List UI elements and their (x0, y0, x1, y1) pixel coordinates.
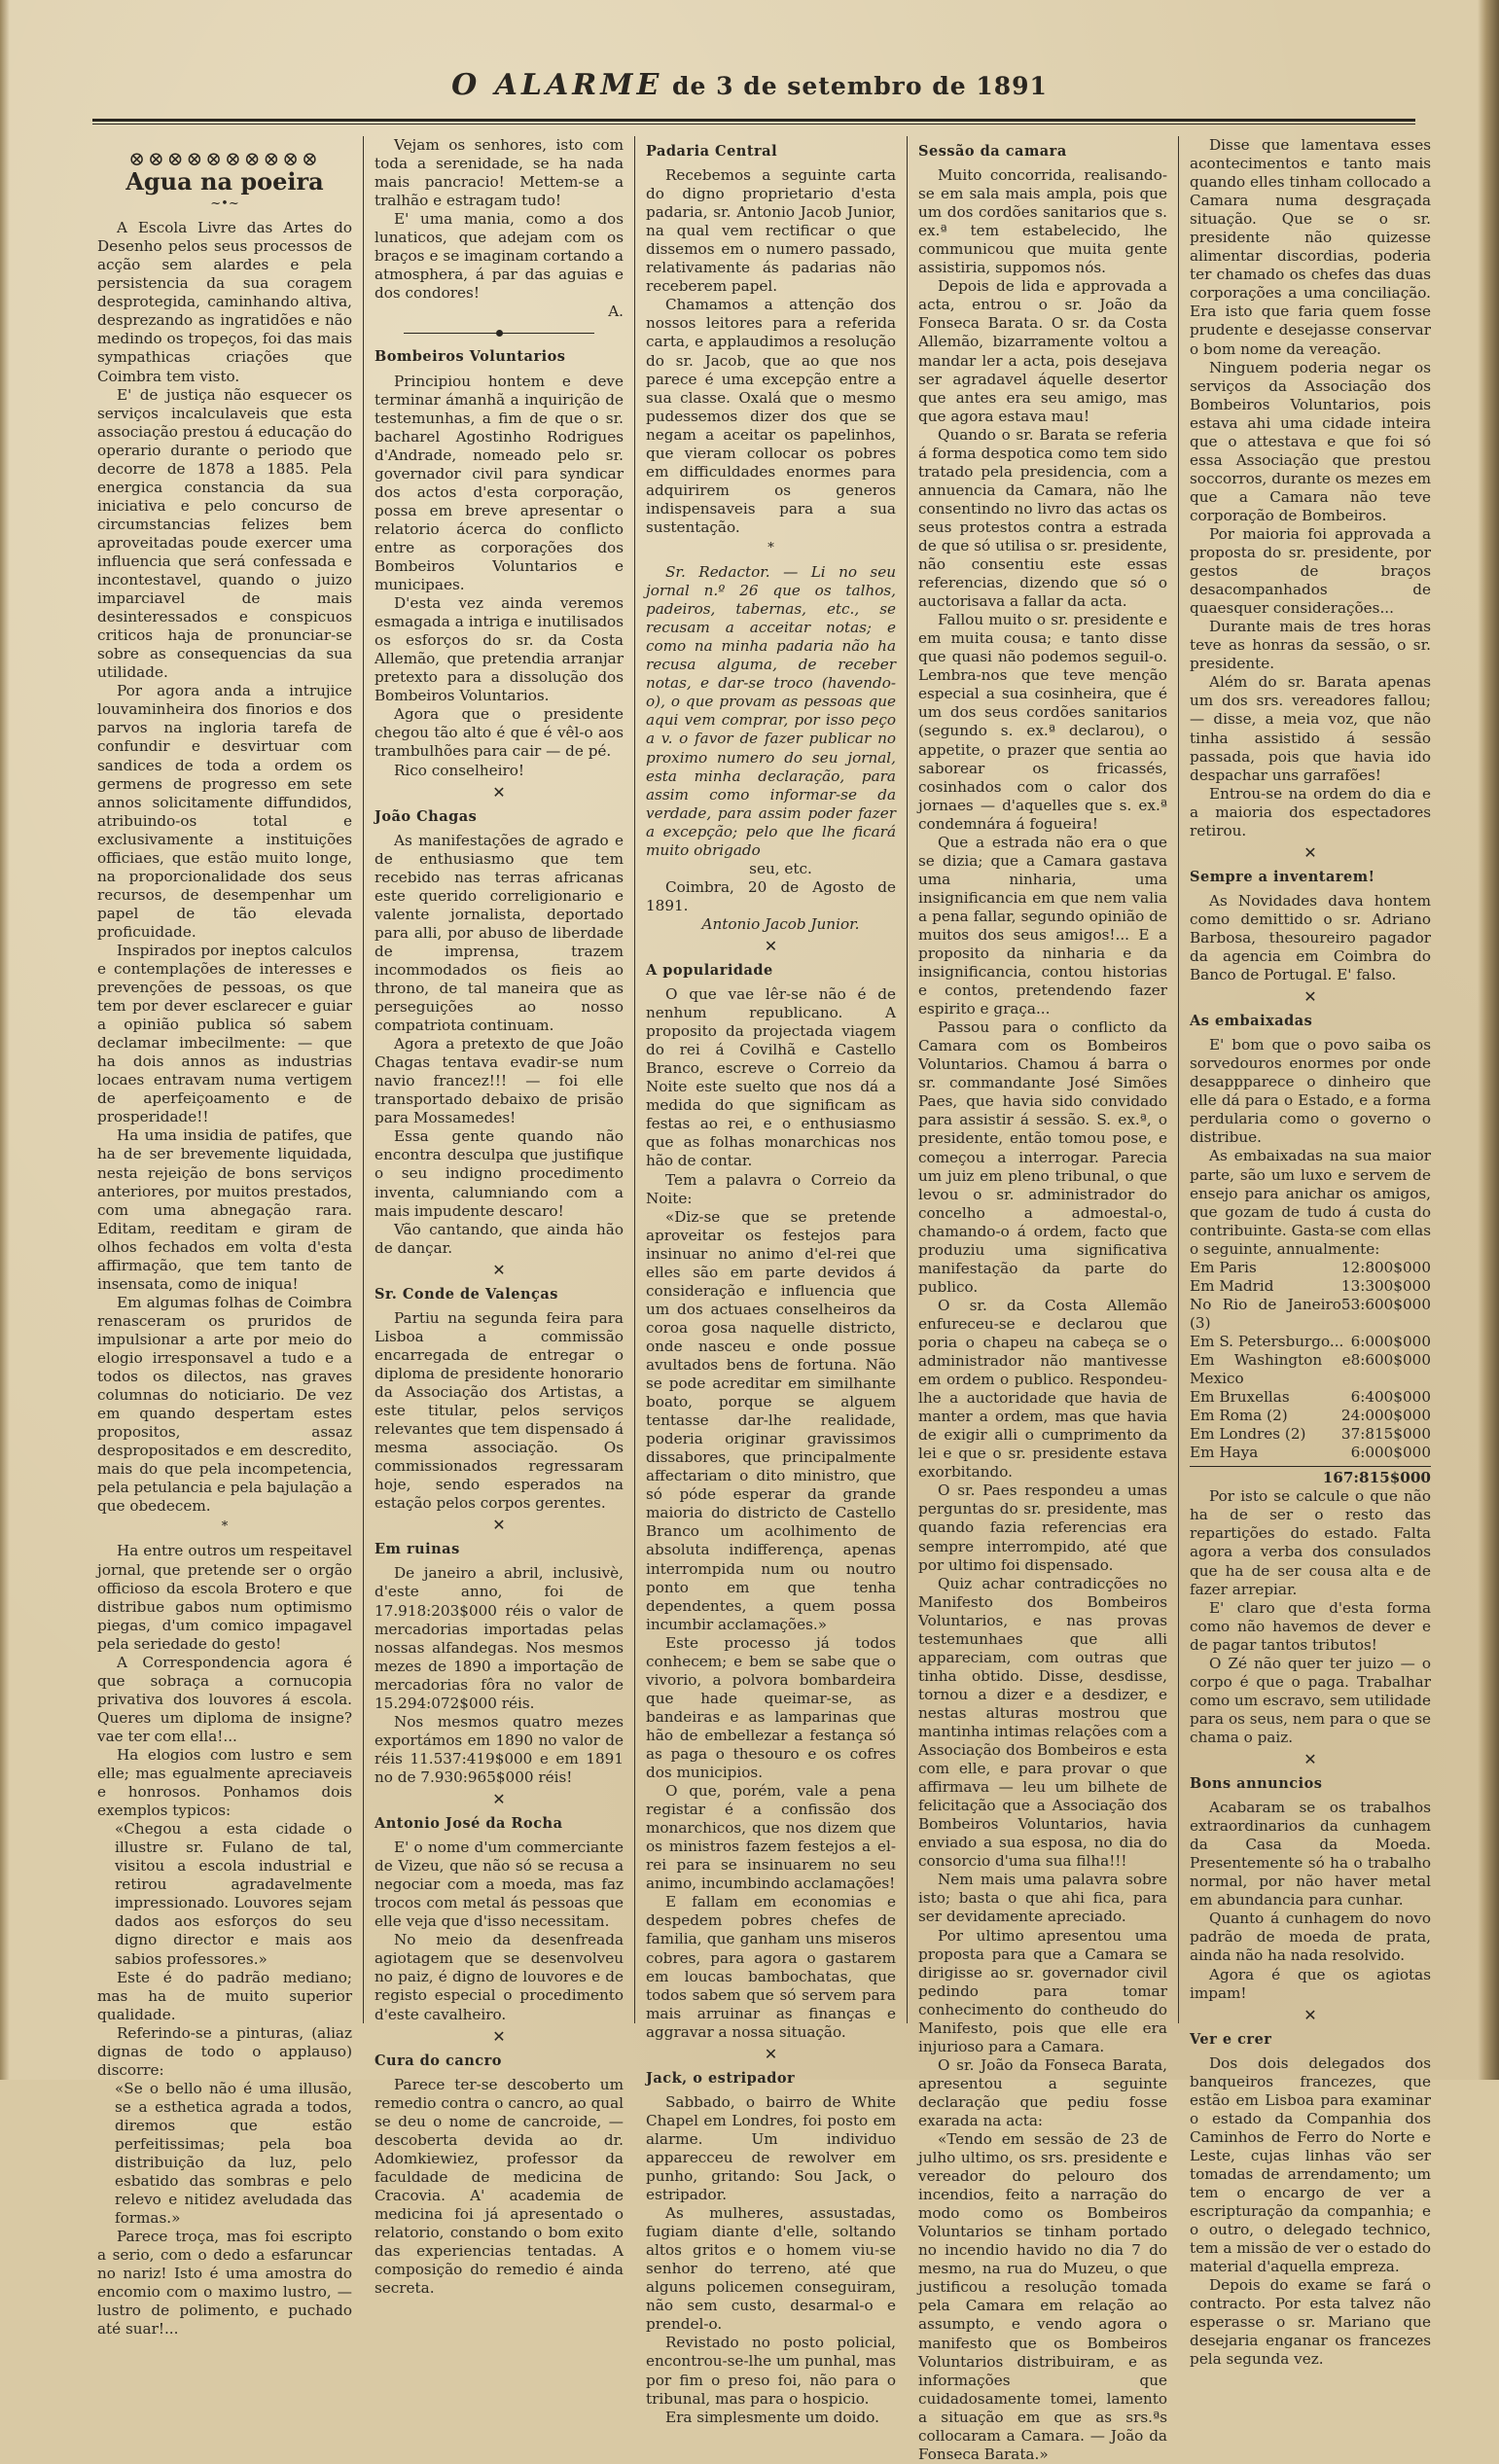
masthead-name: O ALARME (451, 68, 663, 102)
paragraph: Por ultimo apresentou uma proposta para que a Camara se dirigisse ao sr. governador civil pedindo para tomar conhecimento do contheudo do Manifesto, pois que elle era injurioso para a Camara. (918, 1926, 1167, 2055)
cross-separator: ✕ (1303, 1749, 1317, 1768)
letter-place-date: Coimbra, 20 de Agosto de 1891. (646, 877, 896, 914)
separator-rule (404, 333, 594, 334)
cross-separator: ✕ (764, 2044, 778, 2063)
quote-block (97, 2080, 352, 2228)
paragraph: Sabbado, o bairro de White Chapel em Londres, foi posto em alarme. Um individuo apparecceu de rewolver em punho, gritando: Sou Jack, o estripador. (646, 2092, 896, 2204)
paragraph: Era simplesmente um doido. (665, 2408, 879, 2426)
paragraph: «Diz-se que se pretende aproveitar os festejos para insinuar no animo d'el-rei que elles são em parte devidos á consideração e influencia que um dos actuaes conselheiros da coroa gosa naquelle districto, onde nasceu e onde possue avultados bens de fortuna. Não se pode acreditar em similhante boato, porque se alguem tentasse dar-lhe realidade, poderia originar gravissimos dissabores, que principalmente affectariam o dito ministro, que só póde esperar da grande maioria do districto de Castello Branco um acolhimento de absoluta indifferença, apenas interrompida num ou noutro ponto em que tenha dependentes, a quem possa incumbir acclamações.» (646, 1207, 896, 1633)
page-edge-right (1478, 0, 1499, 2080)
paragraph: E' o nome d'um commerciante de Vizeu, que não só se recusa a negociar com a moeda, mas faz trocos com metal ás pessoas que elle veja que d'isso necessitam. (375, 1839, 624, 1931)
paragraph: Tem a palavra o Correio da Noite: (646, 1170, 896, 1207)
section-heading: Bons annuncios (1190, 1775, 1323, 1793)
paragraph: A Escola Livre das Artes do Desenho pelos seus processos de acção sem alardes e pela persistencia da sua coragem desprotegida, caminhando altiva, desprezando as ingratidões e não medindo os tropeços, foi das mais sympathicas criações que Coimbra tem visto. (97, 219, 352, 385)
paragraph: Além do sr. Barata apenas um dos srs. vereadores fallou; — disse, a meia voz, que não tinha assistido á sessão passada, pois que havia ido despachar uns garrafões! (1190, 673, 1431, 784)
paragraph: Vejam os senhores, isto com toda a serenidade, se ha nada mais pancracio! Mettem-se a tralhão e estragam tudo! (375, 136, 624, 210)
paragraph: E' uma mania, como a dos lunaticos, que adejam com os braços e se imaginam cortando a atmosphera, á par das aguias e dos condores! (375, 210, 624, 303)
paragraph: Depois de lida e approvada a acta, entrou o sr. João da Fonseca Barata. O sr. da Costa Allemão, bizarramente voltou a mandar ler a acta, pois desejava ser agradavel áquelle desertor que antes era seu amigo, mas que agora estava mau! (918, 277, 1167, 425)
section-heading: Em ruinas (375, 1541, 460, 1558)
paragraph: Acabaram se os trabalhos extraordinarios da cunhagem da Casa da Moeda. Presentemente só ha o trabalho normal, por não haver metal em abundancia para cunhar. (1190, 1799, 1431, 1910)
paragraph: Agora que o presidente chegou tão alto é que é vêl-o aos trambulhões para cair — de pé. (375, 705, 624, 761)
cross-separator: ✕ (492, 782, 506, 802)
signature: A. (608, 303, 624, 321)
paragraph: De janeiro a abril, inclusivè, d'este anno, foi de 17.918:203$000 réis o valor de mercadorias importadas pelas nossas alfandegas. Nos mesmos mezes de 1890 a importação de mercadorias fôra no valor de 15.294:072$000 réis. (375, 1564, 624, 1712)
paragraph: Vão cantando, que ainda hão de dançar. (375, 1220, 624, 1257)
section-asterisk: * (221, 1519, 229, 1535)
paragraph: Referindo-se a pinturas, (aliaz dignas de todo o applauso) discorre: (97, 2023, 352, 2079)
section-asterisk: * (767, 540, 774, 555)
paragraph: Parece ter-se descoberto um remedio contra o cancro, ao qual se deu o nome de cancroide, — descoberta devida ao dr. Adomkiewiez, professor da faculdade de medicina de Cracovia. A' academia de medicina foi já apresentado o relatorio, constando o bom exito das experiencias tentadas. A composição do remedio é ainda secreta. (375, 2075, 624, 2298)
paragraph: O Zé não quer ter juizo — o corpo é que o paga. Trabalhar como um escravo, sem utilidade para os seus, nem para o que se chama o paiz. (1190, 1654, 1431, 1746)
column-2 (375, 136, 624, 2298)
cross-separator: ✕ (492, 1260, 506, 1279)
paragraph: Quanto á cunhagem do novo padrão de moeda de prata, ainda não ha nada resolvido. (1190, 1910, 1431, 1965)
paragraph: O sr. Paes respondeu a umas perguntas do sr. presidente, mas quando fazia referencias era sempre interrompido, até que por ultimo foi dispensado. (918, 1482, 1167, 1574)
paragraph: Por maioria foi approvada a proposta do sr. presidente, por gestos de braços desacompanhados de quaesquer considerações... (1190, 524, 1431, 618)
paragraph: E' de justiça não esquecer os serviços incalculaveis que esta associação prestou á educação do operario durante o periodo que decorre de 1878 a 1885. Pela energica constancia da sua iniciativa e pelo concurso de circumstancias felizes bem aproveitadas poude exercer uma influencia que será confessada e incontestavel, quando o juizo imparciavel de mais desinteressados e conspicuos criticos haja de pronunciar-se sobre as consequencias da sua utilidade. (97, 385, 352, 682)
quote-block (97, 1820, 352, 1968)
column-5 (1190, 136, 1431, 2369)
paragraph: Principiou hontem e deve terminar ámanhã a inquirição de testemunhas, a fim de que o sr. bacharel Agostinho Rodrigues d'Andrade, nomeado pelo sr. governador civil para syndicar dos actos d'esta corporação, possa em breve apresentar o relatorio ácerca do conflicto entre as corporações dos Bombeiros Voluntarios e municipaes. (375, 372, 624, 594)
paragraph: Disse que lamentava esses acontecimentos e tanto mais quando elles tinham collocado a Camara numa desgraçada situação. Que se o sr. presidente não quizesse alimentar discordias, poderia ter chamado os chefes das duas corporações a uma conciliação. Era isto que faria quem fosse prudente e desejasse conservar o bom nome da vereação. (1190, 136, 1431, 358)
paragraph: A Correspondencia agora é que sobraça a cornucopia privativa dos louvores á escola. Queres um diploma de insigne? vae ter com ella!... (97, 1653, 352, 1745)
paragraph: Depois do exame se fará o contracto. Por esta talvez não esperasse o sr. Mariano que desejaria enganar os francezes pela segunda vez. (1190, 2276, 1431, 2369)
figure-row: No Rio de Janeiro (3) 53:600$000 (1190, 1295, 1431, 1332)
paragraph: As embaixadas na sua maior parte, são um luxo e servem de ensejo para anichar os amigos, que gozam de tudo á custa do contribuinte. Gasta-se com ellas o seguinte, annualmente: (1190, 1147, 1431, 1258)
column-3 (646, 136, 896, 2427)
figure-row: Em Madrid 13:300$000 (1190, 1276, 1431, 1295)
paragraph: D'esta vez ainda veremos esmagada a intriga e inutilisados os esforços do sr. da Costa Allemão, que pretendia arranjar pretexto para a dissolução dos Bombeiros Voluntarios. (375, 594, 624, 705)
cross-separator: ✕ (492, 1516, 506, 1535)
page-edge-left (0, 0, 10, 2080)
paragraph: Essa gente quando não encontra desculpa que justifique o seu indigno procedimento inventa, calumniando com a mais impudente descaro! (375, 1127, 624, 1220)
section-heading: Bombeiros Voluntarios (375, 348, 566, 366)
article-title: Agua na poeira (125, 167, 324, 196)
paragraph: E fallam em economias e despedem pobres chefes de familia, que ganham uns miseros cobres, para agora o gastarem em loucas bambochatas, que todos sabem que só servem para mais arruinar as finanças e aggravar a nossa situação. (646, 1893, 896, 2041)
paragraph: As manifestações de agrado e de enthusiasmo que tem recebido nas terras africanas este querido correligionario e valente jornalista, deportado para alli, por abuso de liberdade de imprensa, trazem incommodados os fieis ao throno, de tal maneira que as perseguições ao nosso compatriota continuam. (375, 831, 624, 1035)
paragraph: E' bom que o povo saiba os sorvedouros enormes por onde desappparece o dinheiro que elle dá para o Estado, e a forma perdularia como o governo o distribue. (1190, 1036, 1431, 1147)
paragraph: Nos mesmos quatro mezes exportámos em 1890 no valor de réis 11.537:419$000 e em 1891 no de 7.930:965$000 réis! (375, 1712, 624, 1786)
cross-separator: ✕ (492, 1789, 506, 1808)
column-1 (97, 136, 352, 2339)
section-heading: As embaixadas (1190, 1013, 1313, 1030)
header-rule-thin (92, 124, 1415, 125)
paragraph: «Tendo em sessão de 23 de julho ultimo, os srs. presidente e vereador do pelouro dos incendios, feito a narração do modo como os Bombeiros Voluntarios se tinham portado no incendio havido no dia 7 do mesmo, na rua do Muzeu, o que justificou a resolução tomada pela Camara em relação ao assumpto, e vendo agora o manifesto que os Bombeiros Voluntarios distribuiram, e as informações que cuidadosamente tomei, lamento a situação em que as srs.ªs collocaram a Camara. — João da Fonseca Barata.» (918, 2130, 1167, 2463)
paragraph: As mulheres, assustadas, fugiam diante d'elle, soltando altos gritos e o homem viu-se senhor do terreno, até que alguns policemen conseguiram, não sem custo, desarmal-o e prendel-o. (646, 2204, 896, 2334)
cross-separator: ✕ (492, 2026, 506, 2046)
paragraph: Quando o sr. Barata se referia á forma despotica como tem sido tratado pela presidencia, com a annuencia da Camara, não lhe consentindo no livro das actas os seus protestos contra a estrada de que só utilisa o sr. presidente, não consentiu este essas referencias, dizendo que só o auctorisava a fallar da acta. (918, 425, 1167, 611)
figure-row: Em Bruxellas 6:400$000 (1190, 1388, 1431, 1407)
title-ornament: ~•~ (210, 196, 239, 212)
paragraph: Recebemos a seguinte carta do digno proprietario d'esta padaria, sr. Antonio Jacob Junior, na qual vem rectificar o que dissemos em o numero passado, relativamente ás padarias não receberem papel. (646, 166, 896, 296)
paragraph: Chamamos a attenção dos nossos leitores para a referida carta, e applaudimos a resolução do sr. Jacob, que ao que nos parece é uma excepção entre a sua classe. Oxalá que o mesmo pudessemos dizer dos que se negam a aceitar os papelinhos, que vieram collocar os pobres em difficuldades enormes para adquirirem os generos indispensaveis para a sua sustentação. (646, 296, 896, 536)
section-heading: Jack, o estripador (646, 2069, 796, 2087)
paragraph: Parece troça, mas foi escripto a serio, com o dedo a esfaruncar no nariz! Isto é uma amostra do encomio com o maximo lustro, — lustro de polimento, e puchado até suar!... (97, 2228, 352, 2339)
paragraph: Ninguem poderia negar os serviços da Associação dos Bombeiros Voluntarios, pois estava ahi uma cidade inteira que o attestava e que foi só essa Associação que prestou soccorros, durante os mezes em que a Camara não teve corporação de Bombeiros. (1190, 358, 1431, 524)
cross-separator: ✕ (1303, 987, 1317, 1007)
figure-row: Em Washington e Mexico 8:600$000 (1190, 1351, 1431, 1388)
paragraph: Nem mais uma palavra sobre isto; basta o que ahi fica, para ser devidamente apreciado. (918, 1871, 1167, 1926)
header-rule (92, 119, 1415, 122)
section-heading: Sempre a inventarem! (1190, 868, 1375, 885)
figure-row: Em S. Petersburgo... 6:000$000 (1190, 1332, 1431, 1350)
cross-separator: ✕ (1303, 842, 1317, 862)
paragraph: Agora é que os agiotas impam! (1190, 1965, 1431, 2002)
section-heading: Ver e crer (1190, 2030, 1272, 2048)
paragraph: Que a estrada não era o que se dizia; que a Camara gastava uma ninharia, uma insignificancia em que nem valia a pena fallar, segundo opinião de muitos dos seus amigos!... E a proposito da ninharia e da insignificancia, contou historias e contos, pretendendo fazer espirito e graça... (918, 833, 1167, 1018)
figure-row: Em Roma (2) 24:000$000 (1190, 1407, 1431, 1425)
paragraph: O sr. João da Fonseca Barata, apresentou a seguinte declaração que pediu fosse exarada na acta: (918, 2055, 1167, 2129)
paragraph: Rico conselheiro! (394, 761, 524, 779)
section-heading: Padaria Central (646, 143, 778, 160)
paragraph: O que vae lêr-se não é de nenhum republicano. A proposito da projectada viagem do rei á Covilhã e Castello Branco, escreve o Correio da Noite este suelto que nos dá a medida do que significam as festas ao rei, e o enthusiasmo que as folhas monarchicas nos hão de contar. (646, 985, 896, 1170)
paragraph: Inspirados por ineptos calculos e contemplações de interesses e prevenções de pessoas, os que tem por dever esclarecer e guiar a opinião publica só sabem declamar imbecilmente: — que ha dois annos as industrias locaes entravam numa vertigem de aperfeiçoamento e de prosperidade!! (97, 941, 352, 1126)
figure-total: 167:815$000 (1190, 1466, 1431, 1487)
letter-signer: Antonio Jacob Junior. (701, 914, 860, 933)
section-heading: A popularidade (646, 962, 773, 980)
column-divider (363, 136, 364, 2023)
paragraph: Ha elogios com lustro e sem elle; mas egualmente apreciaveis e honrosos. Ponhamos dois exemplos typicos: (97, 1745, 352, 1820)
paragraph: Por isto se calcule o que não ha de ser o resto das repartições do estado. Falta agora a verba dos consulados que ha de ser cousa alta e de fazer arrepiar. (1190, 1487, 1431, 1598)
paragraph: Agora a pretexto de que João Chagas tentava evadir-se num navio francez!!! — foi elle transportado debaixo de prisão para Mossamedes! (375, 1035, 624, 1127)
paragraph: Muito concorrida, realisando-se em sala mais ampla, pois que um dos cordões sanitarios que s. ex.ª tem estabelecido, lhe communicou que muita gente assistiria, suppomos nós. (918, 166, 1167, 277)
paragraph: Em algumas folhas de Coimbra renasceram os pruridos de impulsionar a arte por meio do elogio irresponsavel a tudo e a todos os dilectos, nas graves columnas do noticiario. De vez em quando despertam estes propositos, assaz despropositados e em descredito, mais do que pela incompetencia, pela petulancia e pela bajulação a que obedecem. (97, 1293, 353, 1516)
masthead (0, 68, 1499, 102)
quote-text: «Se o bello não é uma illusão, se a esthetica agrada a todos, diremos que estão perfeitissimas; pela boa distribuição da luz, pelo esbatido das sombras e pelo relevo e nitidez aveludada das formas.» (115, 2079, 352, 2228)
paragraph: Partiu na segunda feira para Lisboa a commissão encarregada de entregar o diploma de presidente honorario da Associação dos Artistas, a este titular, pelos serviços relevantes que tem dispensado á mesma associação. Os commissionados regressaram hoje, sendo esperados na estação pelos corpos gerentes. (375, 1308, 624, 1513)
paragraph: Quiz achar contradicções no Manifesto dos Bombeiros Voluntarios, e nas provas testemunhaes que alli appareciam, com outras que tinha obtido. Disse, desdisse, tornou a dizer e a desdizer, e nestas alturas mostrou que mantinha intimas relações com a Associação dos Bombeiros e esta com elle, e para provar o que affirmava — leu um bilhete de felicitação que a Associação dos Bombeiros Voluntarios, havia enviado a sua esposa, no dia do consorcio d'uma sua filha!!! (918, 1574, 1167, 1871)
section-heading: João Chagas (375, 807, 478, 825)
figure-row: Em Haya 6:000$000 (1190, 1444, 1431, 1462)
quote-text: «Chegou a esta cidade o illustre sr. Fulano de tal, visitou a escola industrial e retirou agradavelmente impressionado. Louvores sejam dados aos esforços do seu digno director e mais aos sabios professores.» (115, 1820, 352, 1968)
masthead-date: de 3 de setembro de 1891 (672, 72, 1048, 100)
column-4 (918, 136, 1167, 2464)
paragraph: Durante mais de tres horas teve as honras da sessão, o sr. presidente. (1190, 618, 1431, 673)
section-heading: Cura do cancro (375, 2052, 502, 2069)
embassy-figures (1190, 1259, 1431, 1488)
letter-text: Sr. Redactor. — Li no seu jornal n.º 26 que os talhos, padeiros, tabernas, etc., se recusam a acceitar notas; e como na minha padaria não ha recusa alguma, de receber notas, e dar-se troco (havendo-o), o que provam as pessoas que aqui vem comprar, por isso peço a v. o favor de fazer publicar no proximo numero do seu jornal, esta minha declaração, para assim como informar-se da verdade, para assim poder fazer a excepção; pelo que lhe ficará muito obrigado (646, 563, 896, 859)
paragraph: Ha uma insidia de patifes, que ha de ser brevemente liquidada, nesta rejeição de bons serviços anteriores, por muitos prestados, com uma abnegação rara. Editam, reeditam e giram de olhos fechados em volta d'esta affirmação, que tem tanto de insensata, como de iniqua! (97, 1126, 352, 1293)
figure-row: Em Paris 12:800$000 (1190, 1258, 1431, 1276)
paragraph: Fallou muito o sr. presidente e em muita cousa; e tanto disse que quasi não podemos seguil-o. Lembra-nos que teve menção especial a sua cosinheira, que é um dos seus cordões sanitarios (segundo s. ex.ª declarou), o appetite, o prazer que sentia ao saborear os fricassés, cosinhados com o calor dos jornaes — d'aquelles que s. ex.ª condemnára á fogueira! (918, 611, 1167, 833)
column-divider (634, 136, 635, 2023)
paragraph: Este processo já todos conhecem; e bem se sabe que o vivorio, a polvora bombardeira que hade queimar-se, as bandeiras e as lamparinas que hão de embellezar a festança só as paga o thesouro e os cofres dos municipios. (646, 1633, 896, 1782)
paragraph: Por agora anda a intrujice louvaminheira dos finorios e dos parvos na ingloria tarefa de confundir e desvirtuar com sandices de toda a ordem os germens de progresso em sete annos solicitamente diffundidos, atribuindo-os total e exclusivamente a instituições officiaes, que estão muito longe, na proporcionalidade dos seus recursos, de desempenhar um papel de tão elevada proficuidade. (97, 682, 352, 941)
paragraph: O que, porém, vale a pena registar é a confissão dos monarchicos, que nos dizem que os ministros fazem festejos a el-rei para se insinuarem no seu animo, incumbindo acclamações! (646, 1782, 896, 1893)
column-divider (907, 136, 908, 2023)
section-heading: Sessão da camara (918, 143, 1067, 160)
paragraph: Ha entre outros um respeitavel jornal, que pretende ser o orgão officioso da escola Brotero e que distribue gabos num optimismo piegas, d'um comico impagavel pela seriedade do gesto! (97, 1542, 352, 1653)
cross-separator: ✕ (1303, 2005, 1317, 2024)
letter-closing: seu, etc. (749, 859, 812, 877)
paragraph: Entrou-se na ordem do dia e a maioria dos espectadores retirou. (1190, 784, 1431, 839)
paragraph: E' claro que d'esta forma como não havemos de dever e de pagar tantos tributos! (1190, 1598, 1431, 1654)
paragraph: Dos dois delegados dos banqueiros francezes, que estão em Lisboa para examinar o estado da Companhia dos Caminhos de Ferro do Norte e Leste, cujas linhas vão ser tomadas de arrendamento; um tem o encargo de ver a escripturação da companhia; e o outro, o delegado technico, tem a missão de ver o estado do material d'aquella empreza. (1190, 2053, 1431, 2276)
column-divider (1178, 136, 1179, 2023)
section-heading: Antonio José da Rocha (375, 1815, 563, 1833)
section-heading: Sr. Conde de Valenças (375, 1285, 558, 1303)
cross-separator: ✕ (764, 936, 778, 955)
figure-row: Em Londres (2) 37:815$000 (1190, 1425, 1431, 1444)
paragraph: No meio da desenfreada agiotagem que se desenvolveu no paiz, é digno de louvores e de registo especial o procedimento d'este cavalheiro. (375, 1931, 624, 2023)
paragraph: Este é do padrão mediano; mas ha de muito superior qualidade. (97, 1968, 352, 2023)
paragraph: Passou para o conflicto da Camara com os Bombeiros Voluntarios. Chamou á barra o sr. commandante José Simões Paes, que havia sido convidado para assistir á sessão. S. ex.ª, o presidente, então tomou pose, e começou a interrogar. Parecia um juiz em pleno tribunal, o que levou o sr. administrador do concelho a admoestal-o, chamando-o á ordem, facto que produziu uma significativa manifestação da parte do publico. (918, 1018, 1167, 1296)
paragraph: Revistado no posto policial, encontrou-se-lhe um punhal, mas por fim o preso foi, não para o tribunal, mas para o hospicio. (646, 2334, 896, 2408)
ornament-border: ⊗⊗⊗⊗⊗⊗⊗⊗⊗⊗ (128, 147, 321, 170)
paragraph: O sr. da Costa Allemão enfureceu-se e declarou que poria o chapeu na cabeça se o administrador não mantivesse em ordem o publico. Respondeu-lhe a auctoridade que havia de manter a ordem, mas que havia de exigir alli o cumprimento da lei e que o sr. presidente estava exorbitando. (918, 1296, 1167, 1482)
paragraph: As Novidades dava hontem como demittido o sr. Adriano Barbosa, thesoureiro pagador da agencia em Coimbra do Banco de Portugal. E' falso. (1190, 891, 1431, 984)
